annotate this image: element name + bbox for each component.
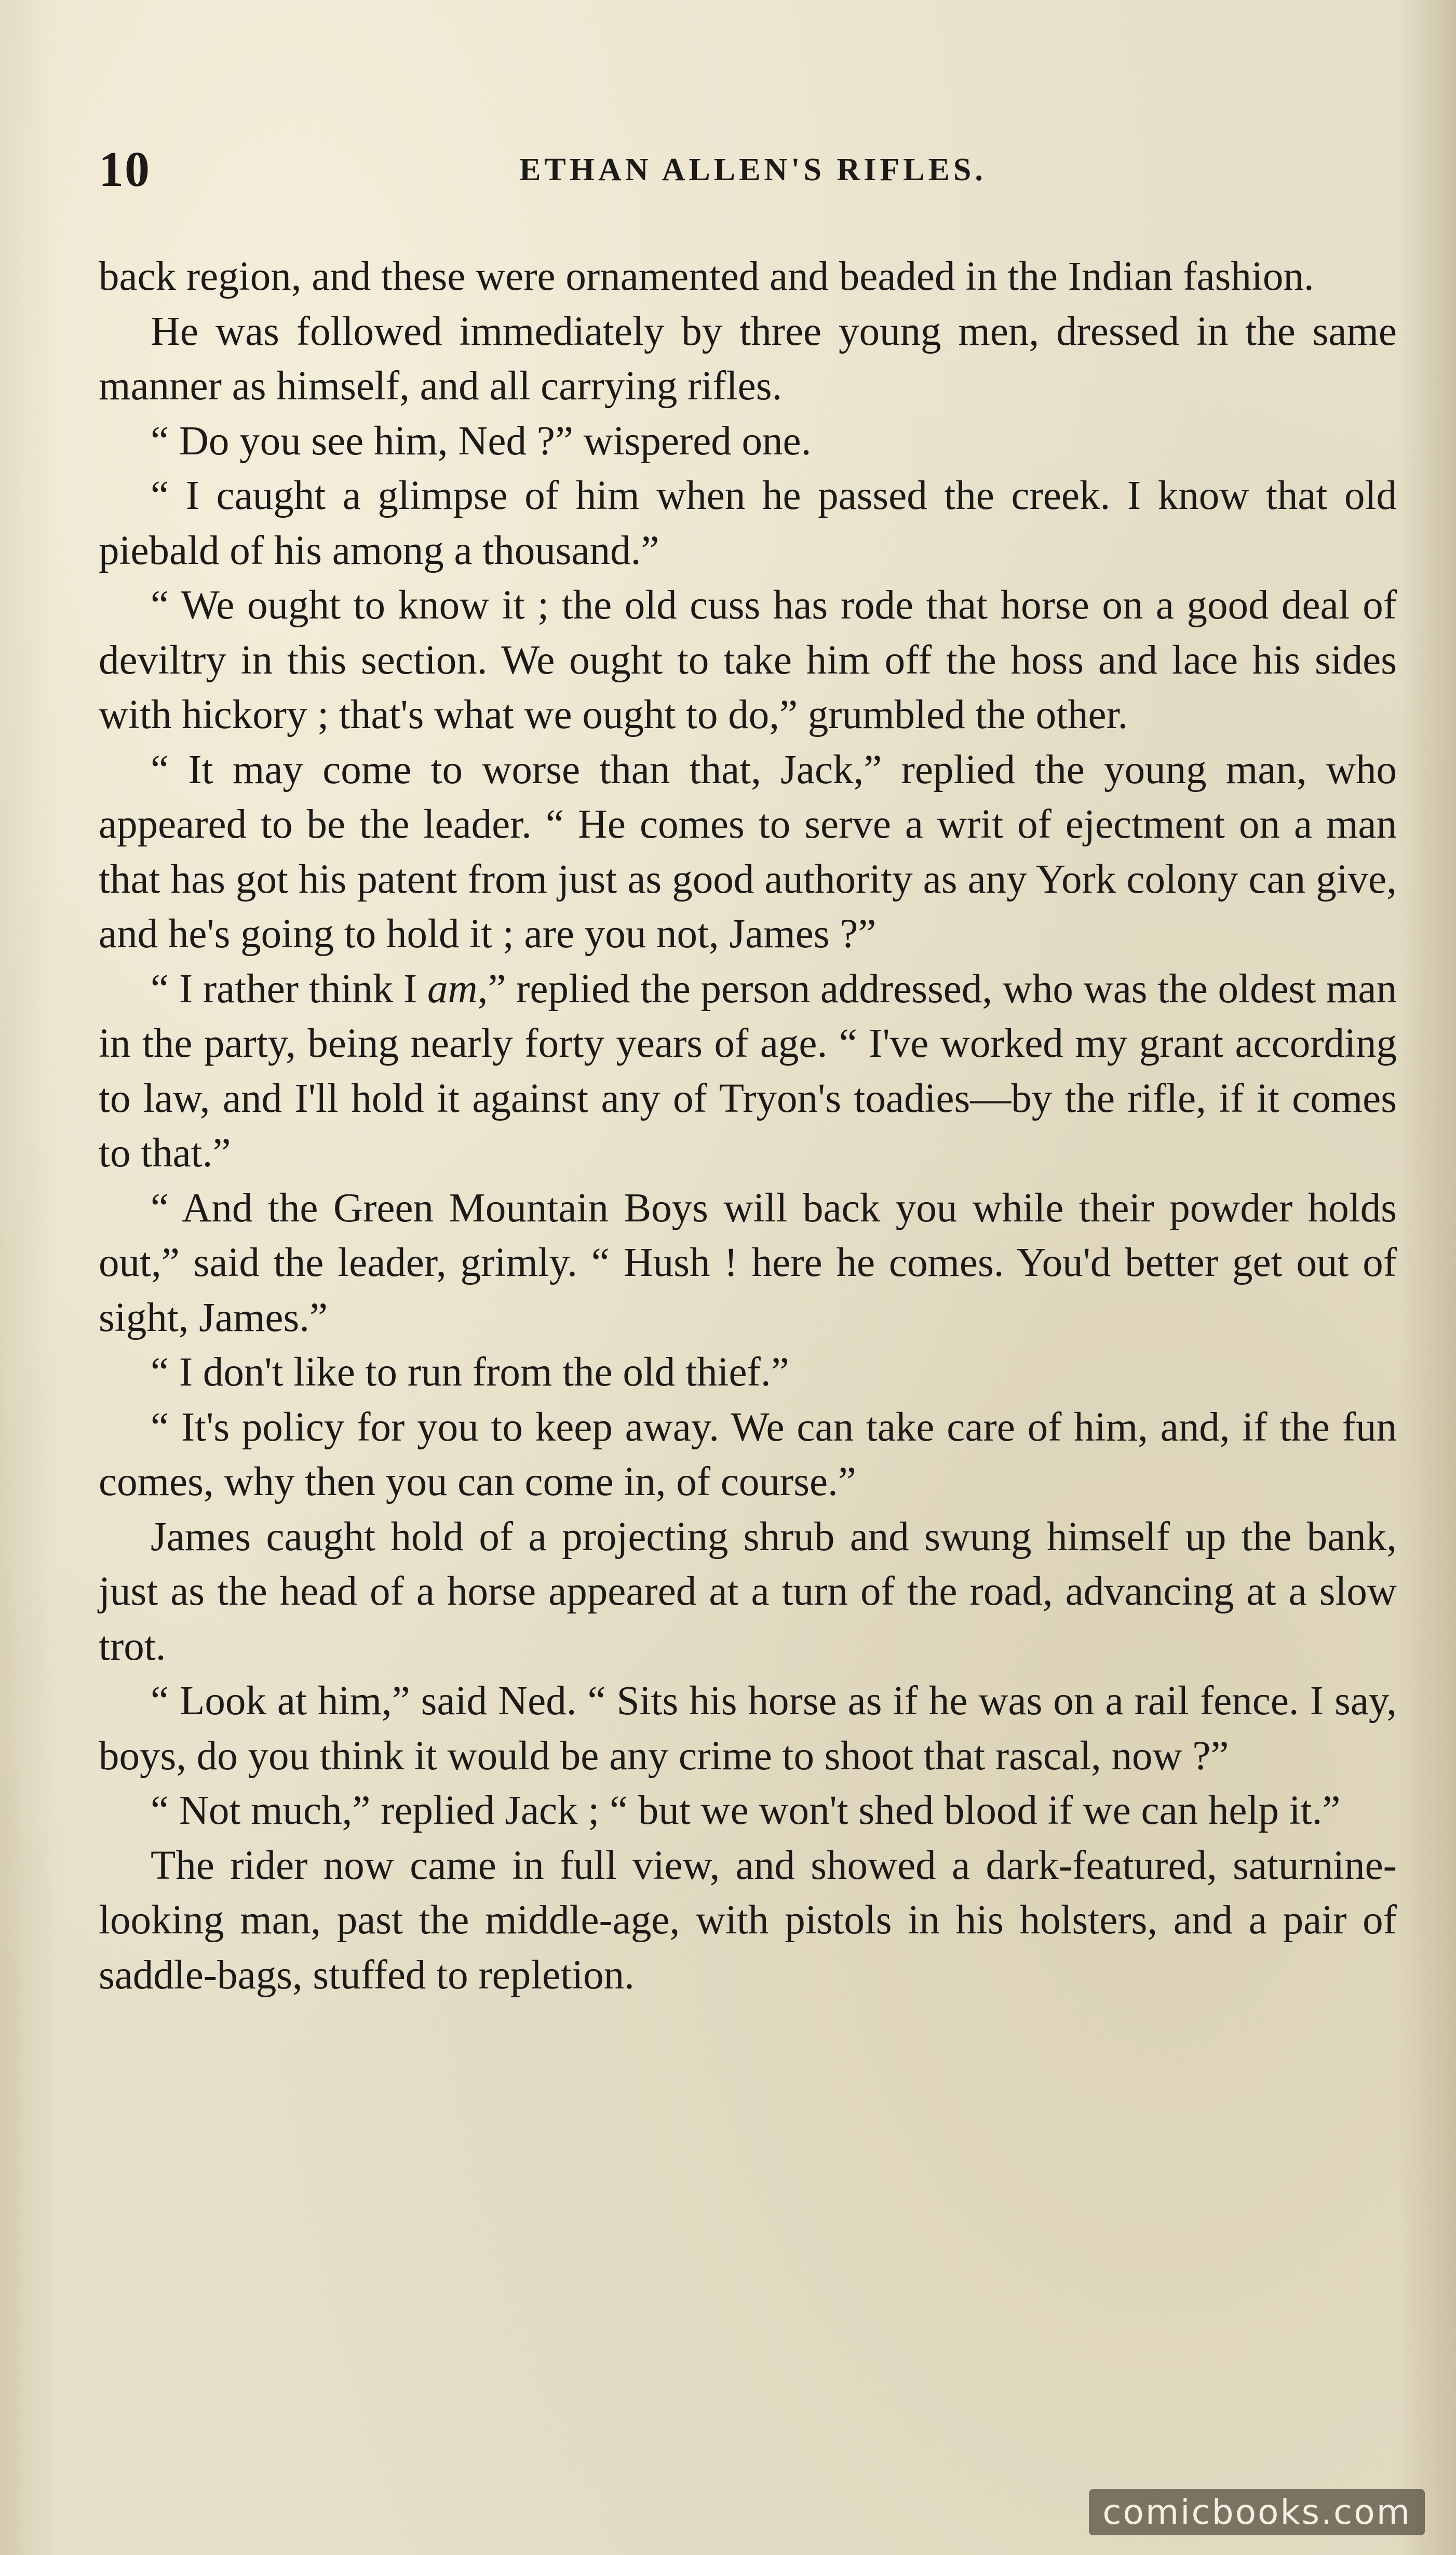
paragraph: He was followed immediately by three young men, dressed in the same manner as himself, and all carrying rifles.	[99, 308, 1397, 409]
paragraph: “ Do you see him, Ned ?” wispered one.	[151, 418, 812, 464]
emphasis-text: am,	[427, 966, 488, 1012]
paragraph: “ I don't like to run from the old thief.”	[151, 1350, 789, 1395]
running-head: ETHAN ALLEN'S RIFLES.	[519, 152, 987, 187]
page-number: 10	[99, 141, 151, 197]
paragraph	[99, 962, 1397, 1181]
paragraph: The rider now came in full view, and showed a dark-featured, saturnine-looking man, past the middle-age, with pistols in his holsters, and a pair of saddle-bags, stuffed to repletion.	[99, 1843, 1397, 1998]
paragraph: “ I caught a glimpse of him when he passed the creek. I know that old piebald of his among a thousand.”	[99, 473, 1397, 573]
paragraph: back region, and these were ornamented and beaded in the Indian fashion.	[99, 254, 1314, 299]
watermark: comicbooks.com	[1089, 2489, 1425, 2535]
paragraph: “ And the Green Mountain Boys will back you while their powder holds out,” said the leader, grimly. “ Hush ! here he comes. You'd better get out of sight, James.”	[99, 1185, 1397, 1340]
body-text	[99, 249, 1397, 2002]
page-header	[99, 140, 1407, 197]
paragraph-text: ” replied the person addressed, who was the oldest man in the party, being nearly forty years of age. “ I've worked my grant according to law, and I'll hold it against any of Tryon's toadies—by the rifle, if it comes to that.”	[99, 966, 1397, 1176]
paragraph: “ Look at him,” said Ned. “ Sits his horse as if he was on a rail fence. I say, boys, do you think it would be any crime to shoot that rascal, now ?”	[99, 1678, 1397, 1779]
paragraph: “ Not much,” replied Jack ; “ but we won't shed blood if we can help it.”	[151, 1788, 1341, 1833]
paragraph-text: “ I rather think I	[151, 966, 428, 1012]
paragraph: “ It may come to worse than that, Jack,” replied the young man, who appeared to be the leader. “ He comes to serve a writ of ejectment on a man that has got his patent from just as good authority as any York colony can give, and he's going to hold it ; are you not, James ?”	[99, 747, 1397, 957]
paragraph: “ It's policy for you to keep away. We can take care of him, and, if the fun comes, why then you can come in, of course.”	[99, 1404, 1397, 1504]
paragraph: “ We ought to know it ; the old cuss has rode that horse on a good deal of deviltry in this section. We ought to take him off the hoss and lace his sides with hickory ; that's what we ought to do,” grumbled the other.	[99, 583, 1397, 737]
paragraph: James caught hold of a projecting shrub and swung himself up the bank, just as the head of a horse appeared at a turn of the road, advancing at a slow trot.	[99, 1514, 1397, 1669]
